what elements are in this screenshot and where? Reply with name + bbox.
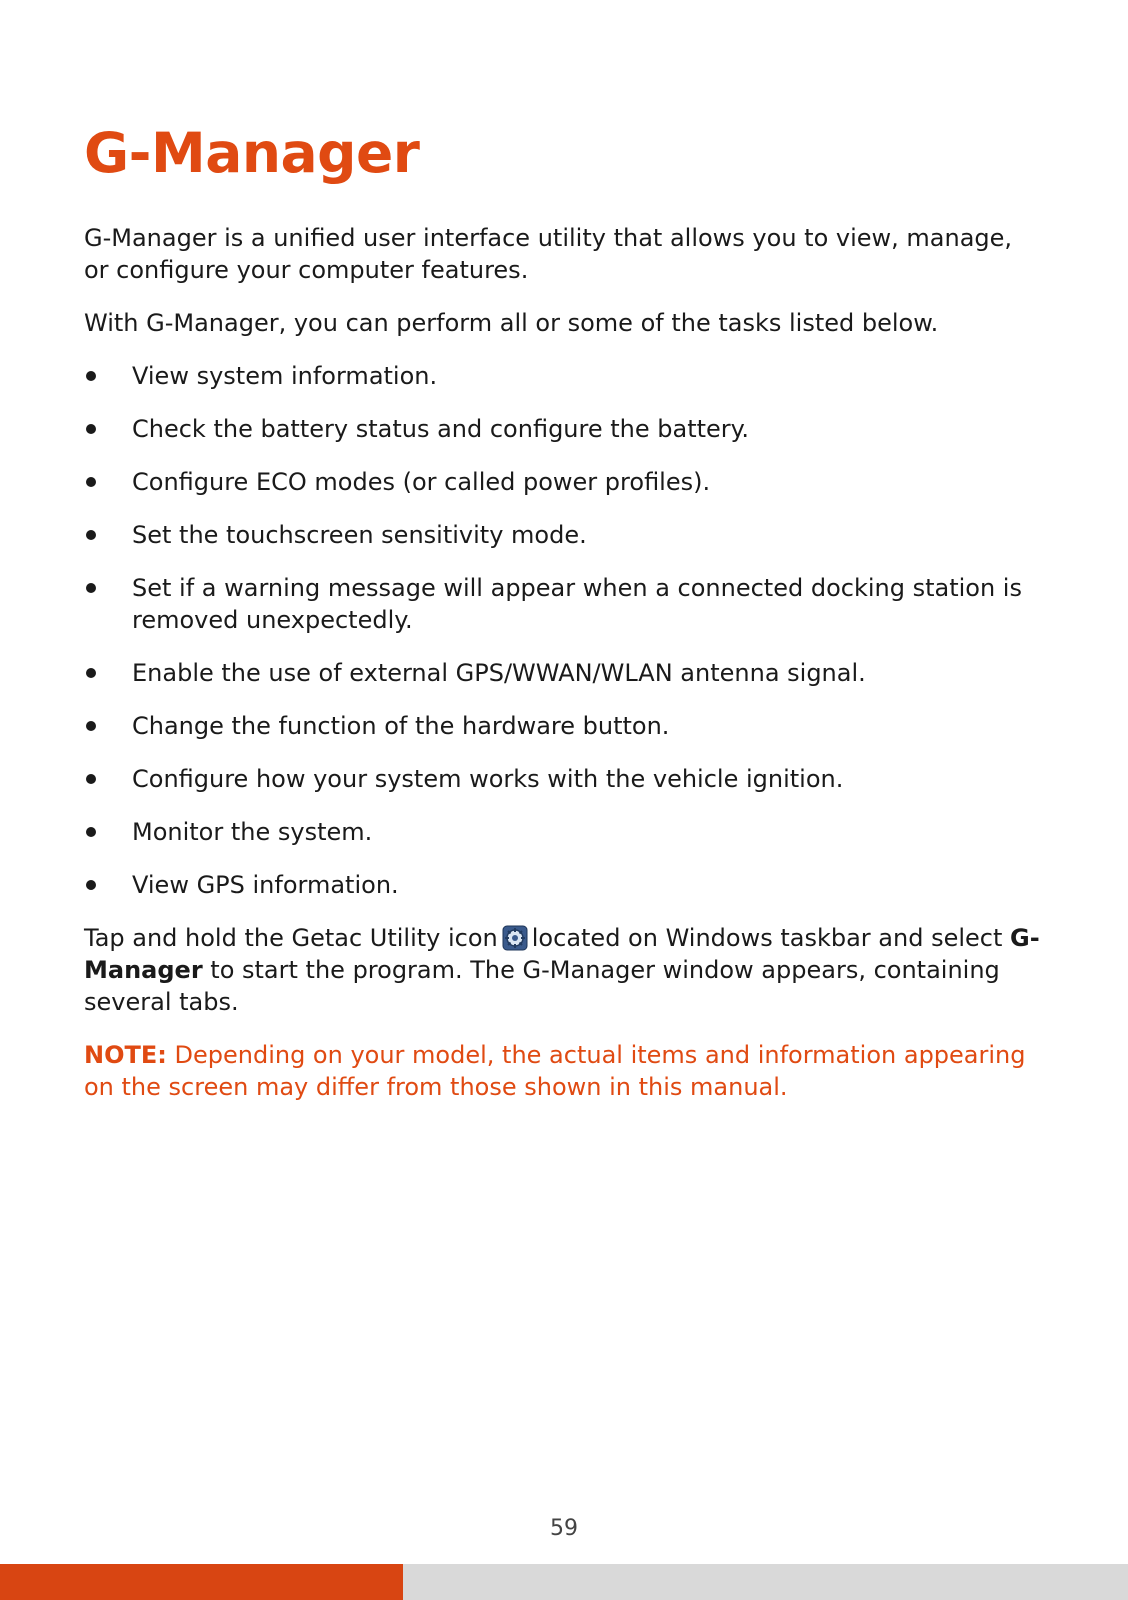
tasks-intro-paragraph: With G-Manager, you can perform all or some of the tasks listed below.	[84, 309, 939, 337]
bullet-icon	[86, 774, 96, 784]
list-item	[84, 657, 1044, 689]
list-item	[84, 572, 1044, 636]
page-number: 59	[550, 1516, 578, 1541]
bullet-icon	[86, 668, 96, 678]
instruction-text-2: located on Windows taskbar and select	[531, 924, 1003, 952]
intro-paragraph: G-Manager is a unified user interface utility that allows you to view, manage, or configure your computer features.	[84, 224, 1013, 284]
page-title: G-Manager	[84, 121, 420, 185]
list-item-text: Monitor the system.	[132, 818, 373, 846]
list-item	[84, 816, 1044, 848]
getac-utility-icon	[502, 925, 528, 951]
list-item	[84, 763, 1044, 795]
footer-bar	[0, 1564, 1128, 1600]
note-paragraph	[84, 1039, 1044, 1103]
footer-accent-bar	[0, 1564, 403, 1600]
instruction-paragraph	[84, 922, 1044, 1018]
list-item-text: View system information.	[132, 362, 438, 390]
instruction-text-1: Tap and hold the Getac Utility icon	[84, 924, 498, 952]
list-item	[84, 413, 1044, 445]
instruction-text-3: to start the program. The G-Manager window appears, containing several tabs.	[84, 956, 1000, 1016]
list-item-text: Set the touchscreen sensitivity mode.	[132, 521, 587, 549]
bullet-icon	[86, 530, 96, 540]
list-item-text: Change the function of the hardware button.	[132, 712, 670, 740]
list-item-text: View GPS information.	[132, 871, 399, 899]
list-item-text: Configure ECO modes (or called power profiles).	[132, 468, 711, 496]
list-item-text: Configure how your system works with the vehicle ignition.	[132, 765, 844, 793]
note-text: Depending on your model, the actual items and information appearing on the screen may differ from those shown in this manual.	[84, 1041, 1026, 1101]
list-item	[84, 710, 1044, 742]
list-item-text: Enable the use of external GPS/WWAN/WLAN antenna signal.	[132, 659, 866, 687]
instruction-bold-text: G-Manager	[84, 924, 1040, 984]
bullet-icon	[86, 424, 96, 434]
list-item-text: Set if a warning message will appear when a connected docking station is removed unexpectedly.	[132, 574, 1022, 634]
bullet-icon	[86, 583, 96, 593]
bullet-icon	[86, 880, 96, 890]
task-list	[84, 360, 1044, 901]
note-label: NOTE:	[84, 1041, 167, 1069]
list-item	[84, 466, 1044, 498]
list-item	[84, 519, 1044, 551]
list-item-text: Check the battery status and configure the battery.	[132, 415, 750, 443]
list-item	[84, 360, 1044, 392]
page-content	[84, 222, 1044, 1124]
list-item	[84, 869, 1044, 901]
bullet-icon	[86, 721, 96, 731]
bullet-icon	[86, 477, 96, 487]
bullet-icon	[86, 827, 96, 837]
bullet-icon	[86, 371, 96, 381]
